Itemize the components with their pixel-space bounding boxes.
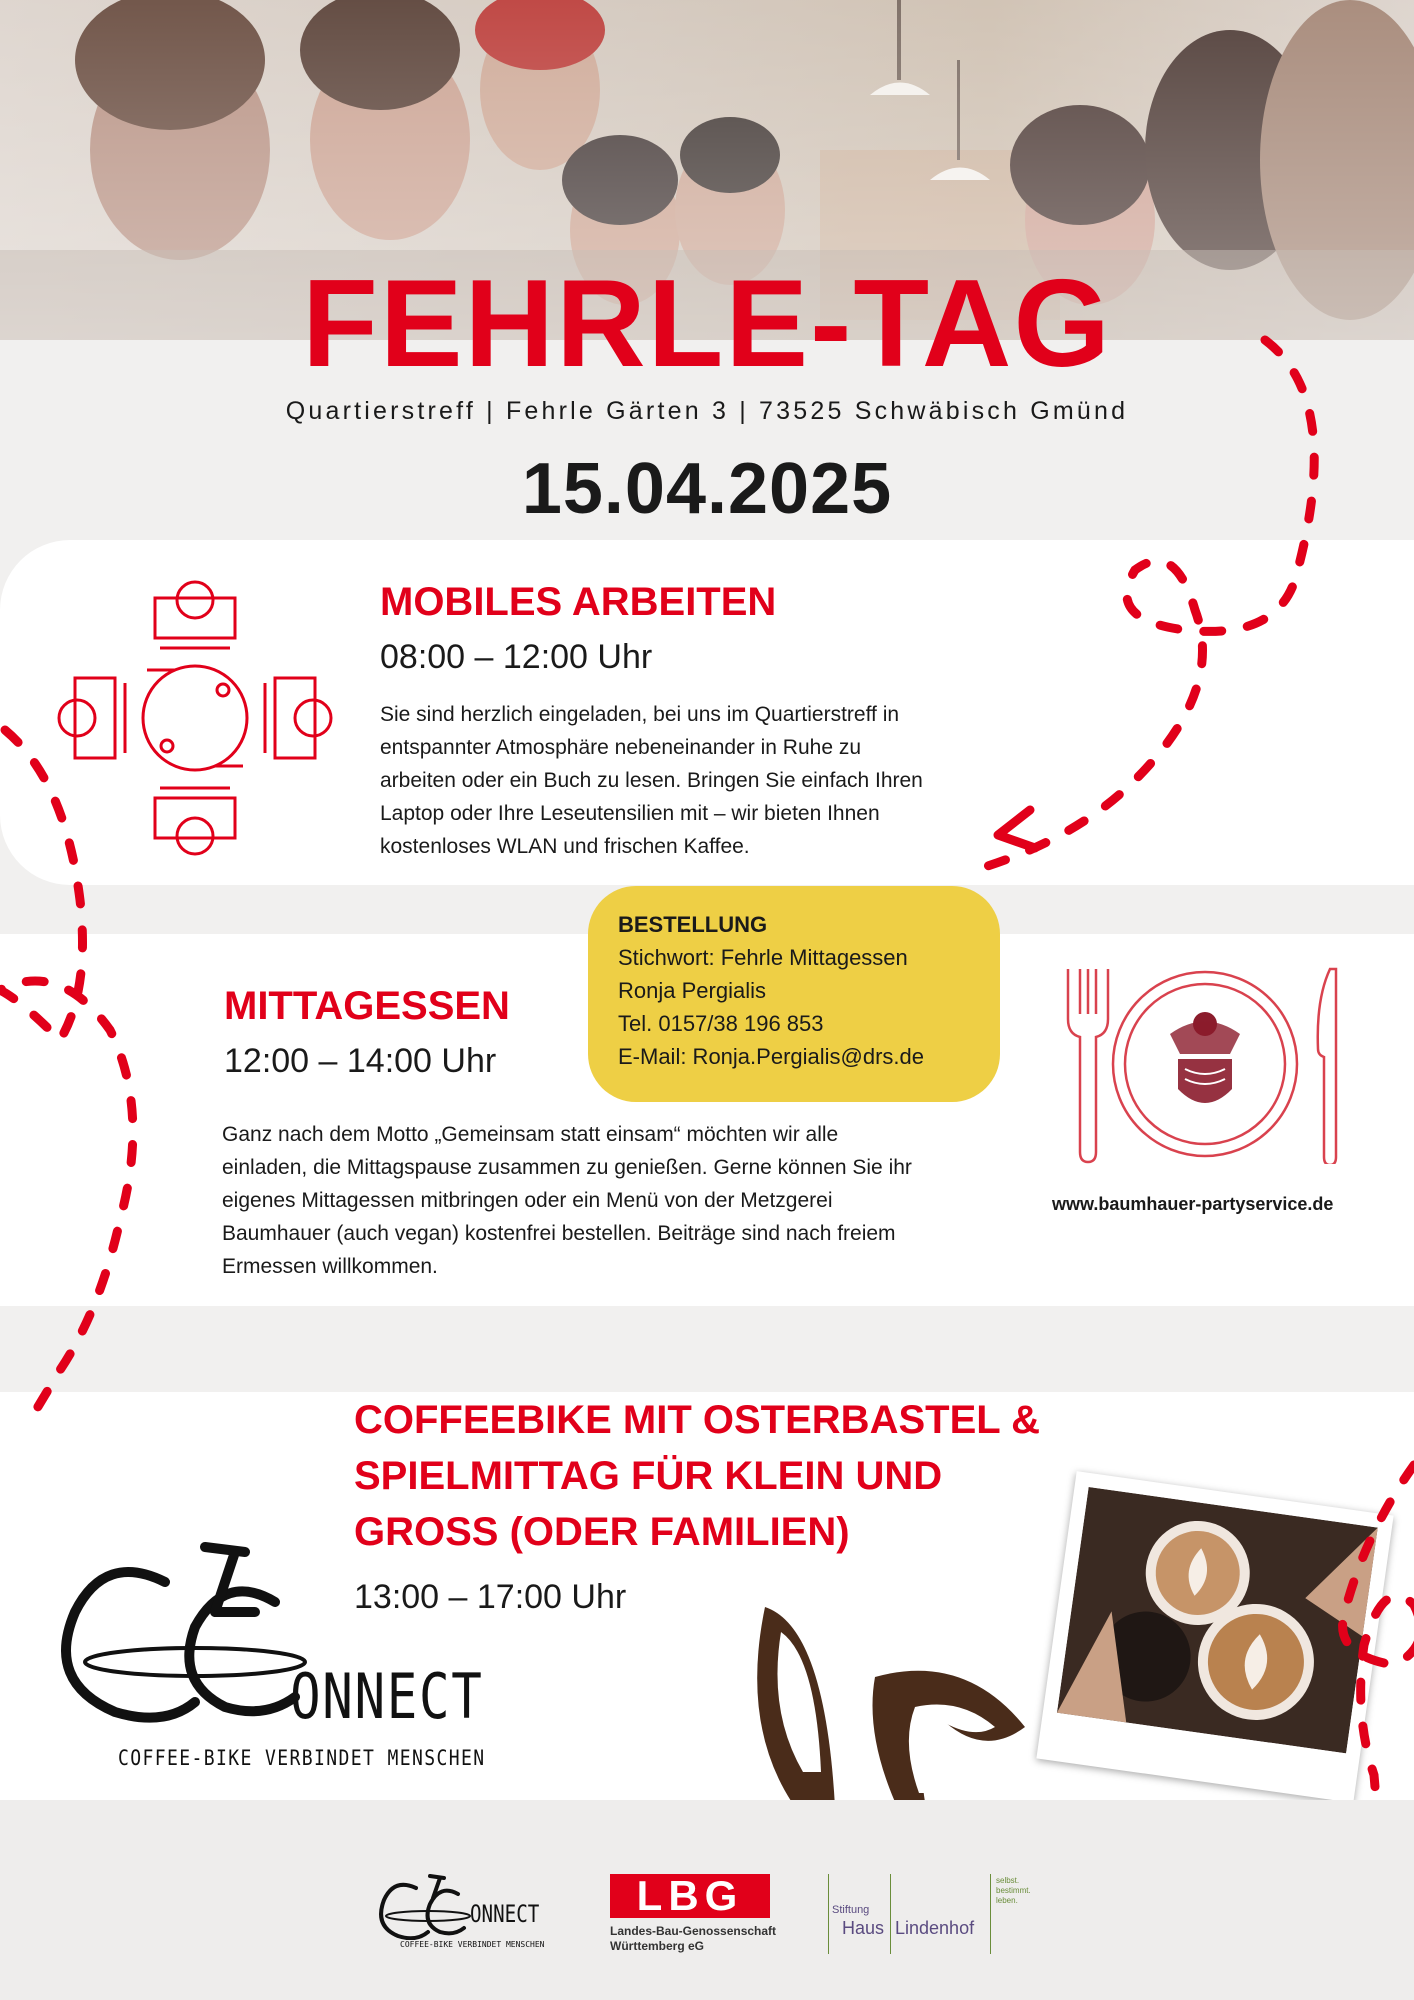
text-line: Baumhauer (auch vegan) kostenfrei bestellen. Beiträge sind nach freiem	[222, 1222, 896, 1245]
connect-logo-small-text: ONNECT	[470, 1900, 540, 1928]
lbg-logo: LBG	[610, 1874, 770, 1918]
text-line: einladen, die Mittagspause zusammen zu genießen. Gerne können Sie ihr	[222, 1156, 912, 1179]
text-line: Laptop oder Ihre Leseutensilien mit – wir bieten Ihnen	[380, 802, 880, 825]
caterer-link[interactable]: www.baumhauer-partyservice.de	[1052, 1194, 1334, 1214]
order-email[interactable]: E-Mail: Ronja.Pergialis@drs.de	[618, 1044, 925, 1069]
motto-line: leben.	[996, 1896, 1018, 1905]
divider	[828, 1874, 829, 1954]
title-line: COFFEEBIKE MIT OSTERBASTEL &	[354, 1398, 1040, 1442]
event-title: FEHRLE-TAG	[302, 255, 1112, 393]
lindenhof-motto	[996, 1876, 1031, 1906]
order-keyword: Stichwort: Fehrle Mittagessen	[618, 945, 908, 970]
divider	[990, 1874, 991, 1954]
order-heading: BESTELLUNG	[618, 912, 768, 937]
order-name: Ronja Pergialis	[618, 978, 766, 1003]
section-time: 12:00 – 14:00 Uhr	[224, 1042, 497, 1080]
divider	[890, 1874, 891, 1954]
haus-label: Haus	[842, 1918, 885, 1938]
section-title: MITTAGESSEN	[224, 984, 510, 1028]
motto-line: selbst.	[996, 1876, 1020, 1885]
order-phone[interactable]: Tel. 0157/38 196 853	[618, 1011, 824, 1036]
event-address: Quartierstreff | Fehrle Gärten 3 | 73525 Schwäbisch Gmünd	[285, 397, 1129, 425]
coffee-bike-tagline: COFFEE-BIKE VERBINDET MENSCHEN	[118, 1746, 486, 1770]
text-line: Sie sind herzlich eingeladen, bei uns im Quartierstreff in	[380, 703, 900, 726]
coffee-bike-logo-text: ONNECT	[290, 1660, 484, 1733]
lbg-name-1: Landes-Bau-Genossenschaft	[610, 1924, 777, 1938]
text-line: arbeiten oder ein Buch zu lesen. Bringen Sie einfach Ihren	[380, 769, 923, 792]
section-title: MOBILES ARBEITEN	[380, 580, 777, 624]
connect-logo-small-tagline: COFFEE-BIKE VERBINDET MENSCHEN	[400, 1940, 545, 1949]
title-line: SPIELMITTAG FÜR KLEIN UND	[354, 1454, 943, 1498]
text-line: entspannter Atmosphäre nebeneinander in Ruhe zu	[380, 736, 862, 759]
lbg-name-2: Württemberg eG	[610, 1939, 705, 1953]
motto-line: bestimmt.	[996, 1886, 1031, 1895]
text-line: Ermessen willkommen.	[222, 1255, 438, 1278]
section-time: 08:00 – 12:00 Uhr	[380, 638, 653, 676]
connect-logo-small	[378, 1870, 478, 1940]
text-line: Ganz nach dem Motto „Gemeinsam statt einsam“ möchten wir alle	[222, 1123, 839, 1146]
title-line: GROSS (ODER FAMILIEN)	[354, 1510, 850, 1554]
section-time: 13:00 – 17:00 Uhr	[354, 1578, 627, 1616]
event-date: 15.04.2025	[521, 449, 893, 529]
lindenhof-label: Lindenhof	[895, 1918, 975, 1938]
text-line: kostenloses WLAN und frischen Kaffee.	[380, 835, 750, 858]
text-line: eigenes Mittagessen mitbringen oder ein Menü von der Metzgerei	[222, 1189, 833, 1212]
stiftung-label: Stiftung	[832, 1904, 870, 1916]
footer	[0, 1800, 1414, 2000]
